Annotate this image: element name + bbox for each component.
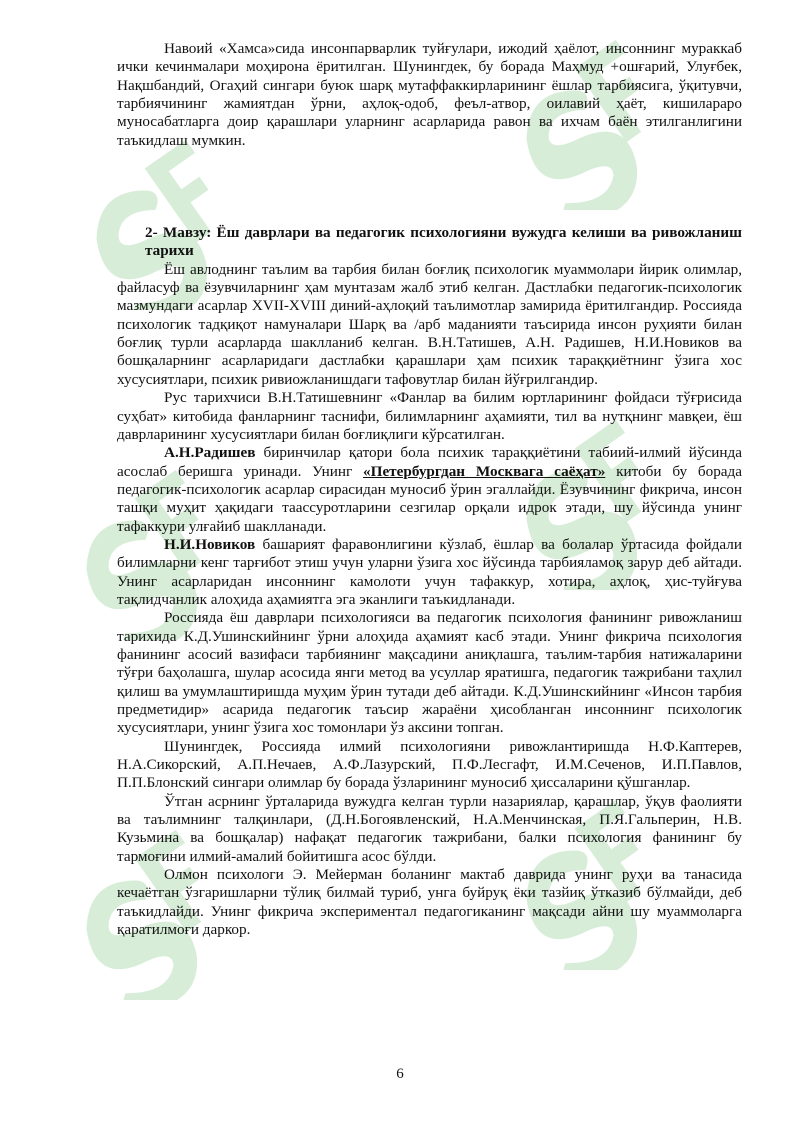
paragraph-3-text-a: биринчилар қатори бола психик тараққиётини табиий-илмий йўсинда асослаб беришга уринади. Унинг [117,444,742,480]
page-number: 6 [396,1066,404,1082]
book-title: «Петербургдан Москвага саёҳат» [363,462,606,480]
paragraph-3-text-b: китоби бу борада педагогик-психологик асарлар сирасидан муносиб ўрин эгаллайди. Ёзувчининг фикрича, инсон ташқи муҳит ҳақидаги таассуротларини сезгилар орқали идрок этади, шу йўсинда унинг тафаккури улғайиб шаклланади. [117,462,742,535]
paragraph-5: Россияда ёш даврлари психологияси ва педагогик психология фанининг ривожланиш тарихида К.Д.Ушинскийнинг ўрни алоҳида аҳамият касб этади. Унинг фикрича психология фанининг асосий вазифаси тарбиянинг мақсадини аниқлашга, таълим-тарбия натижаларини тўғри баҳолашга, шулар асосида янги метод ва усуллар яратишга, педагогик тажрибани таҳлил қилиш ва умумлаштиришда муҳим ўрин тутади деб айтади. К.Д.Ушинскийнинг «Инсон тарбия предметидир» асарида педагогик таъсир жараёни ҳисобланган инсоннинг психологик хусусиятлари, унинг ўзига хос томонлари ўз аксини топган. [117,609,742,737]
paragraph-7: Ўтган асрнинг ўрталарида вужудга келган турли назариялар, қарашлар, ўқув фаолияти ва таълимнинг талқинлари, (Д.Н.Богоявленский, Н.А.Менчинская, П.Я.Гальперин, Н.В. Кузьмина ва бошқалар) нафақат педагогик тажрибани, балки психология фанининг бу тармоғини илмий-амалий бойитишга асос бўлди. [117,792,742,865]
paragraph-3 [117,444,742,536]
document-page [117,40,742,939]
author-name-radishev: А.Н.Радишев [164,444,256,462]
paragraph-2: Рус тарихчиси В.Н.Татишевнинг «Фанлар ва билим юртларининг фойдаси тўғрисида суҳбат» китобида фанларнинг таснифи, билимларнинг аҳамияти, тил ва нутқнинг мавқеи, ёш даврларининг хусусиятлари билан боғлиқлиги кўрсатилган. [117,389,742,443]
section-spacer [117,150,742,224]
paragraph-6: Шунингдек, Россияда илмий психологияни ривожлантиришда Н.Ф.Каптерев, Н.А.Сикорский, А.П.Нечаев, А.Ф.Лазурский, П.Ф.Лесгафт, И.М.Сеченов, И.П.Павлов, П.П.Блонский сингари олимлар бу борада ўзларининг муносиб ҳиссаларини қўшганлар. [117,737,742,792]
author-name-novikov: Н.И.Новиков [164,535,256,553]
intro-paragraph: Навоий «Хамса»сида инсонпарварлик туйғулари, ижодий ҳаёлот, инсоннинг мураккаб ички кечинмалари моҳирона ёритилган. Шунингдек, бу борада Маҳмуд +ошғарий, Улуғбек, Нақшбандий, Огаҳий сингари буюк шарқ мутаффаккирларининг ёшлар тарбиясига, ўқитувчи, тарбиячининг жамиятдан ўрни, аҳлоқ-одоб, феъл-атвор, оилавий ҳаёт, кишилараро муносабатларга доир қарашлари уларнинг асарларида равон ва ихчам баён этилганлигини таъкидлаш мумкин. [117,40,742,149]
paragraph-4 [117,536,742,609]
paragraph-8: Олмон психологи Э. Мейерман боланинг мактаб даврида унинг руҳи ва танасида кечаётган ўзгаришларни тўлиқ билмай туриб, унга буйруқ ёки тазйиқ ўтказиб бўлмайди, деб таъкидлайди. Унинг фикрича экспериментал педагогиканинг мақсади айни шу муаммоларга қаратилмоғи даркор. [117,866,742,939]
paragraph-4-text: башарият фаравонлигини кўзлаб, ёшлар ва болалар ўртасида фойдали билимларни кенг тарғибот этиш учун уларни ўзига хос йўсинда тарбияламоқ зарур деб айтади. Унинг асарларидан инсоннинг камолоти учун тафаккур, хотира, аҳлоқ, ҳис-туйғува тақлидчанлик алоҳида аҳамиятга эга эканлиги таъкидланади. [117,535,742,608]
section-heading: 2- Мавзу: Ёш даврлари ва педагогик психологияни вужудга келиши ва ривожланиш тарихи [145,224,742,260]
paragraph-1: Ёш авлоднинг таълим ва тарбия билан боғлиқ психологик муаммолари йирик олимлар, файласуф ва ёзувчиларнинг ҳам мунтазам жалб этиб келган. Дастлабки педагогик-психологик мазмундаги асарлар XVII-XVIII диний-аҳлоқий таълимотлар замирида ёритилгандир. Россияда психологик тадқиқот намуналари Шарқ ва /арб маданияти таъсирида инсон руҳияти билан боғлиқ турли асарларда шаклланиб келган. В.Н.Татишев, А.Н. Радишев, Н.И.Новиков ва бошқаларнинг асарларидаги дастлабки қарашлари ҳам психик тараққиётнинг ўзига хос хусусиятлари, психик ривиожланишдаги тафовутлар билан йўғрилгандир. [117,260,742,388]
